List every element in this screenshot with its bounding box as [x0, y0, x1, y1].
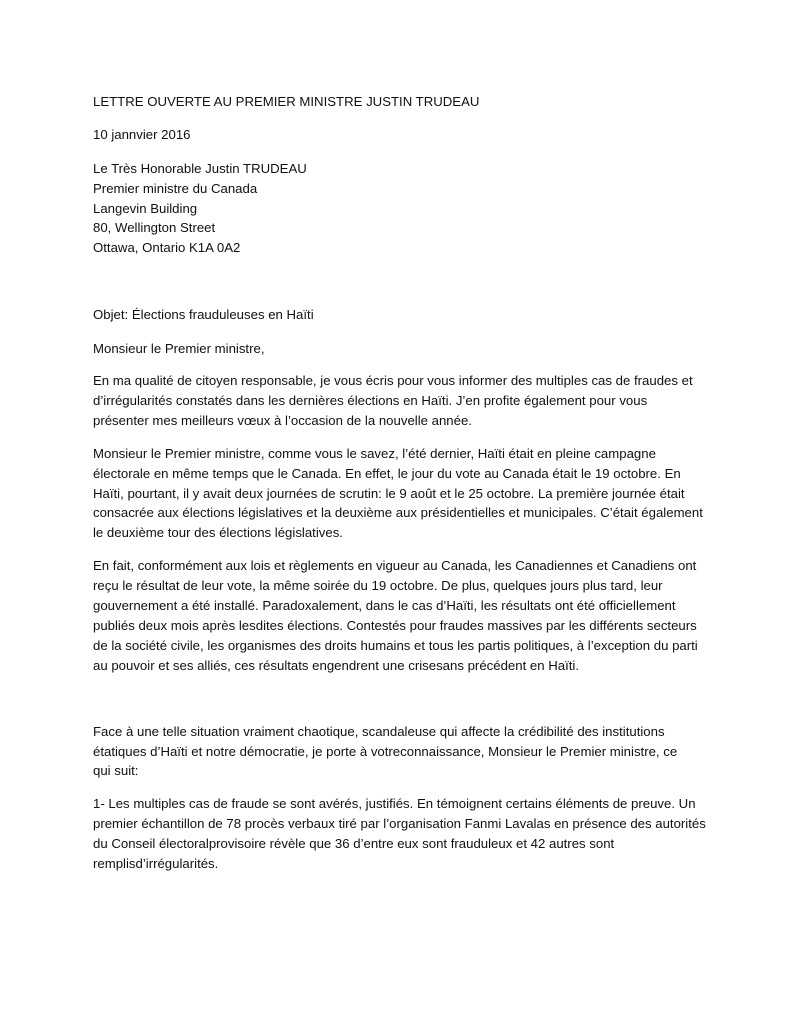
letter-date: 10 jannvier 2016 [93, 127, 191, 142]
address-line: Premier ministre du Canada [93, 181, 258, 196]
paragraph-line: au pouvoir et ses alliés, ces résultats engendrent une crisesans précédent en Haïti. [93, 658, 580, 673]
paragraph-line: Monsieur le Premier ministre, comme vous le savez, l’été dernier, Haïti était en pleine campagne [93, 446, 656, 461]
paragraph-line: En fait, conformément aux lois et règlements en vigueur au Canada, les Canadiennes et Canadiens ont [93, 558, 697, 573]
paragraph-line: premier échantillon de 78 procès verbaux tiré par l’organisation Fanmi Lavalas en présence des autorités [93, 816, 706, 831]
paragraph-line: de la société civile, les organismes des droits humains et tous les partis politiques, à l’exception du parti [93, 638, 698, 653]
paragraph-line: du Conseil électoralprovisoire révèle que 36 d’entre eux sont frauduleux et 42 autres sont [93, 836, 615, 851]
paragraph-line: gouvernement a été installé. Paradoxalement, dans le cas d’Haïti, les résultats ont été officiellement [93, 598, 676, 613]
address-line: Ottawa, Ontario K1A 0A2 [93, 240, 241, 255]
paragraph-line: Face à une telle situation vraiment chaotique, scandaleuse qui affecte la crédibilité des institutions [93, 724, 665, 739]
paragraph-line: publiés deux mois après lesdites élections. Contestés pour fraudes massives par les différents secteurs [93, 618, 697, 633]
paragraph-line: d’irrégularités constatés dans les dernières élections en Haïti. J’en profite également pour vous [93, 393, 648, 408]
paragraph-line: présenter mes meilleurs vœux à l’occasion de la nouvelle année. [93, 413, 472, 428]
letter-heading: LETTRE OUVERTE AU PREMIER MINISTRE JUSTIN TRUDEAU [93, 94, 480, 109]
paragraph-line: qui suit: [93, 763, 139, 778]
letter-subject: Objet: Élections frauduleuses en Haïti [93, 307, 314, 322]
address-line: 80, Wellington Street [93, 220, 216, 235]
paragraph-line: étatiques d’Haïti et notre démocratie, je porte à votreconnaissance, Monsieur le Premier ministre, ce [93, 744, 678, 759]
paragraph-line: 1- Les multiples cas de fraude se sont avérés, justifiés. En témoignent certains éléments de preuve. Un [93, 796, 696, 811]
paragraph-line: consacrée aux élections législatives et la deuxième aux présidentielles et municipales. C’était également [93, 505, 703, 520]
paragraph-line: reçu le résultat de leur vote, la même soirée du 19 octobre. De plus, quelques jours plus tard, leur [93, 578, 663, 593]
letter-salutation: Monsieur le Premier ministre, [93, 341, 265, 356]
paragraph-line: En ma qualité de citoyen responsable, je vous écris pour vous informer des multiples cas de fraudes et [93, 373, 693, 388]
address-line: Langevin Building [93, 201, 198, 216]
paragraph-line: le deuxième tour des élections législatives. [93, 525, 343, 540]
address-line: Le Très Honorable Justin TRUDEAU [93, 161, 307, 176]
paragraph-line: électorale en même temps que le Canada. En effet, le jour du vote au Canada était le 19 octobre. En [93, 466, 681, 481]
paragraph-line: remplisd’irrégularités. [93, 856, 219, 871]
paragraph-line: Haïti, pourtant, il y avait deux journées de scrutin: le 9 août et le 25 octobre. La première journée était [93, 486, 685, 501]
